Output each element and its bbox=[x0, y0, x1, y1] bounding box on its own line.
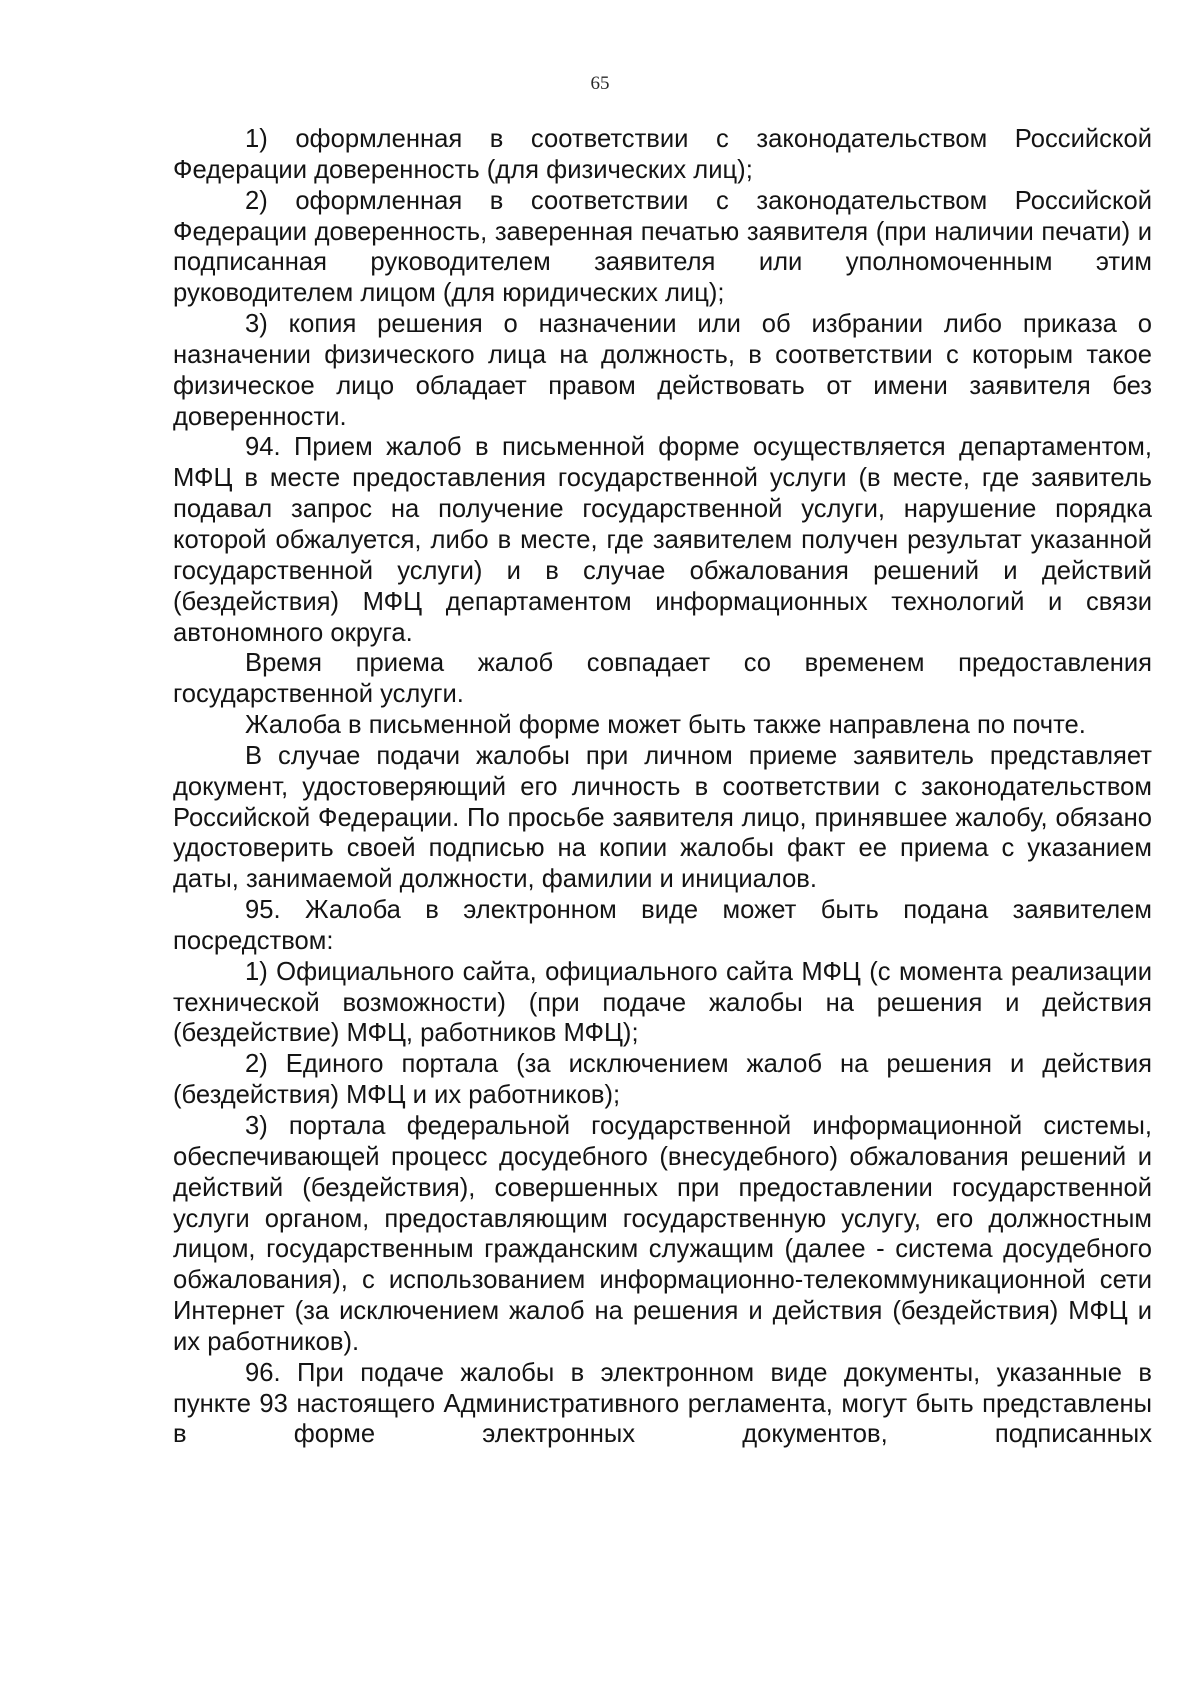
paragraph-appointment-decision-copy: 3) копия решения о назначении или об избрании либо приказа о назначении физического лица на должность, в соответствии с которым такое физическое лицо обладает правом действовать от имени заявителя без доверенности. bbox=[173, 310, 1152, 431]
paragraph-pre-trial-appeal-portal: 3) портала федеральной государственной информационной системы, обеспечивающей процесс досудебного (внесудебного) обжалования решений и действий (бездействия), совершенных при предоставлении государственной услуги органом, предоставляющим государственную услугу, его должностным лицом, государственным гражданским служащим (далее - система досудебного обжалования), с использованием информационно-телекоммуникационной сети Интернет (за исключением жалоб на решения и действия (бездействия) МФЦ и их работников). bbox=[173, 1112, 1152, 1356]
paragraph-official-website: 1) Официального сайта, официального сайта МФЦ (с момента реализации технической возможности) (при подаче жалобы на решения и действия (бездействие) МФЦ, работников МФЦ); bbox=[173, 957, 1152, 1048]
paragraph-unified-portal: 2) Единого портала (за исключением жалоб на решения и действия (бездействия) МФЦ и их работников); bbox=[173, 1050, 1152, 1110]
page-number: 65 bbox=[590, 73, 610, 94]
paragraph-95-electronic-complaint: 95. Жалоба в электронном виде может быть подана заявителем посредством: bbox=[173, 896, 1152, 955]
paragraph-power-of-attorney-individuals: 1) оформленная в соответствии с законодательством Российской Федерации доверенность (для физических лиц); bbox=[173, 125, 1152, 184]
paragraph-96-electronic-documents: 96. При подаче жалобы в электронном виде документы, указанные в пункте 93 настоящего Административного регламента, могут быть представлены в форме электронных документов, подписанных bbox=[173, 1358, 1152, 1449]
paragraph-power-of-attorney-legal-entities: 2) оформленная в соответствии с законодательством Российской Федерации доверенность, заверенная печатью заявителя (при наличии печати) и подписанная руководителем заявителя или уполномоченным этим руководителем лицом (для юридических лиц); bbox=[173, 186, 1152, 308]
paragraph-postal-complaint: Жалоба в письменной форме может быть также направлена по почте. bbox=[245, 711, 1086, 740]
document-body bbox=[173, 124, 1152, 1450]
paragraph-94-written-complaints: 94. Прием жалоб в письменной форме осуществляется департаментом, МФЦ в месте предоставления государственной услуги (в месте, где заявитель подавал запрос на получение государственной услуги, нарушение порядка которой обжалуется, либо в месте, где заявителем получен результат указанной государственной услуги) и в случае обжалования решений и действий (бездействия) МФЦ департаментом информационных технологий и связи автономного округа. bbox=[173, 433, 1152, 647]
paragraph-personal-reception: В случае подачи жалобы при личном приеме заявитель представляет документ, удостоверяющий его личность в соответствии с законодательством Российской Федерации. По просьбе заявителя лицо, принявшее жалобу, обязано удостоверить своей подписью на копии жалобы факт ее приема с указанием даты, занимаемой должности, фамилии и инициалов. bbox=[173, 741, 1152, 894]
paragraph-reception-time: Время приема жалоб совпадает со временем предоставления государственной услуги. bbox=[173, 649, 1152, 709]
